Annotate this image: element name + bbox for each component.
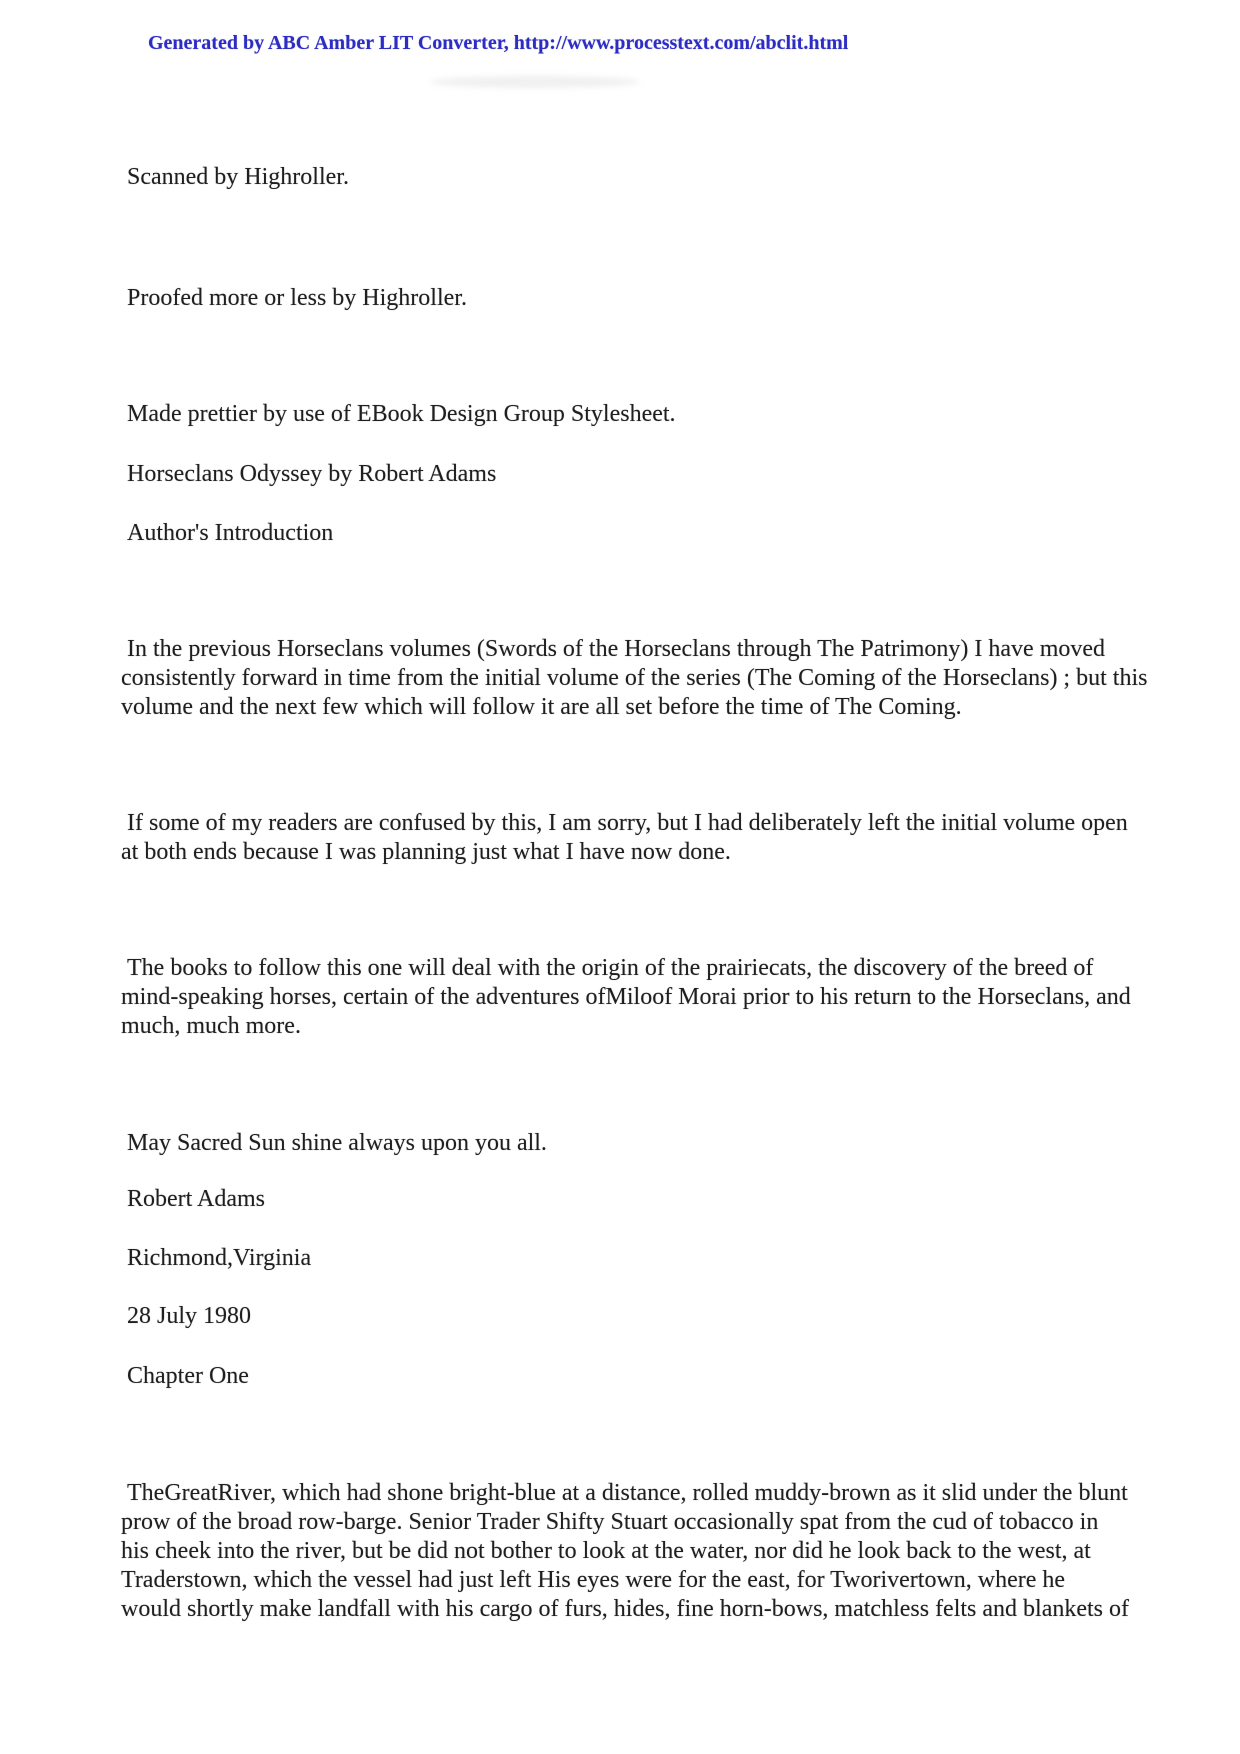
paragraph-line: TheGreatRiver, which had shone bright-blue at a distance, rolled muddy-brown as it slid under the blunt: [127, 1480, 1128, 1506]
section-heading-authors-introduction: Author's Introduction: [127, 520, 334, 546]
intro-paragraph-2: [121, 809, 1128, 867]
intro-paragraph-1: [121, 635, 1147, 722]
paragraph-line: Traderstown, which the vessel had just left His eyes were for the east, for Tworivertown, where he: [121, 1567, 1066, 1593]
paragraph-line: If some of my readers are confused by this, I am sorry, but I had deliberately left the initial volume open: [127, 810, 1128, 836]
book-title-line: Horseclans Odyssey by Robert Adams: [127, 461, 497, 487]
generated-by-header: Generated by ABC Amber LIT Converter, http://www.processtext.com/abclit.html: [148, 32, 849, 54]
paragraph-line: mind-speaking horses, certain of the adventures ofMiloof Morai prior to his return to the Horseclans, and: [121, 984, 1131, 1010]
stylesheet-note-line: Made prettier by use of EBook Design Group Stylesheet.: [127, 401, 676, 427]
blessing-line: May Sacred Sun shine always upon you all.: [127, 1130, 547, 1156]
credit-scanned-line: Scanned by Highroller.: [127, 164, 349, 190]
paragraph-line: prow of the broad row-barge. Senior Trader Shifty Stuart occasionally spat from the cud of tobacco in: [121, 1509, 1099, 1535]
chapter-one-paragraph: [121, 1479, 1129, 1624]
intro-paragraph-3: [121, 954, 1131, 1041]
paragraph-line: his cheek into the river, but be did not bother to look at the water, nor did he look back to the west, at: [121, 1538, 1091, 1564]
scan-artifact: [430, 76, 640, 88]
paragraph-line: In the previous Horseclans volumes (Swords of the Horseclans through The Patrimony) I have moved: [127, 636, 1106, 662]
credit-proofed-line: Proofed more or less by Highroller.: [127, 285, 467, 311]
paragraph-line: The books to follow this one will deal with the origin of the prairiecats, the discovery of the breed of: [127, 955, 1094, 981]
author-name-line: Robert Adams: [127, 1186, 265, 1212]
author-location-line: Richmond,Virginia: [127, 1245, 312, 1271]
date-line: 28 July 1980: [127, 1303, 252, 1329]
paragraph-line: would shortly make landfall with his cargo of furs, hides, fine horn-bows, matchless felts and blankets of: [121, 1596, 1130, 1622]
paragraph-line: volume and the next few which will follow it are all set before the time of The Coming.: [121, 694, 962, 720]
paragraph-line: much, much more.: [121, 1013, 301, 1039]
paragraph-line: consistently forward in time from the initial volume of the series (The Coming of the Horseclans) ; but this: [121, 665, 1148, 691]
paragraph-line: at both ends because I was planning just what I have now done.: [121, 839, 731, 865]
chapter-heading-chapter-one: Chapter One: [127, 1363, 249, 1389]
